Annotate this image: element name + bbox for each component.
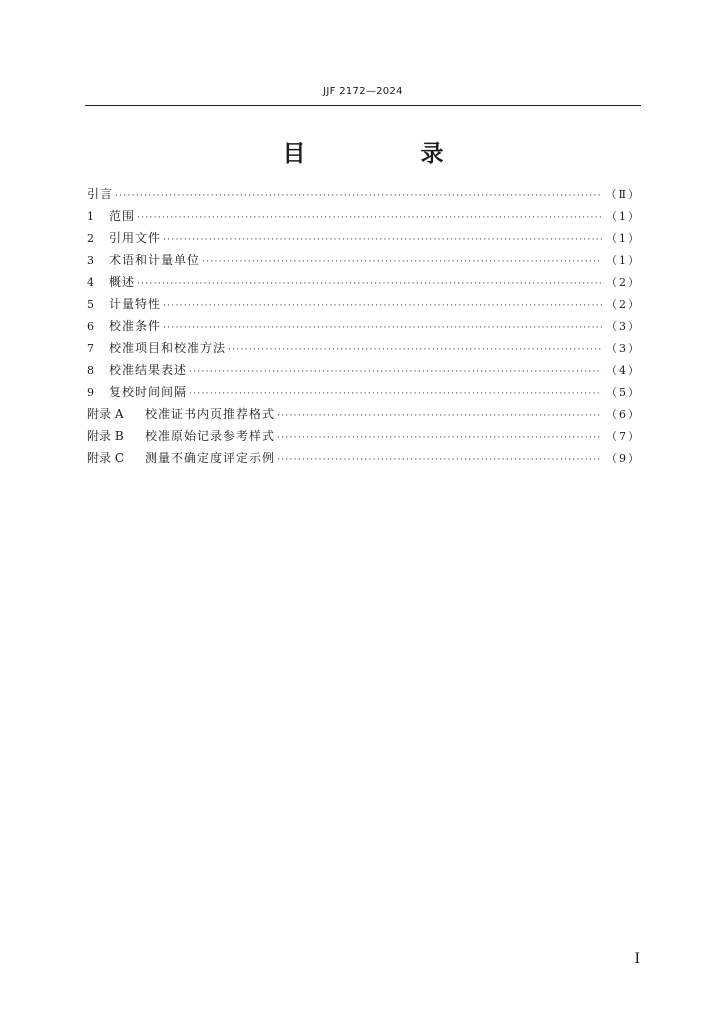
- toc-leader-dots: [189, 383, 602, 405]
- toc-entry-appendix-c[interactable]: [87, 447, 641, 469]
- toc-leader-dots: [163, 295, 602, 317]
- toc-entry-page: （1）: [606, 210, 641, 223]
- toc-entry-label: 术语和计量单位: [109, 253, 201, 267]
- toc-entry-number: 3: [87, 254, 94, 267]
- table-of-contents: [87, 183, 641, 469]
- toc-entry-introduction[interactable]: [87, 183, 641, 205]
- toc-entry-page: （4）: [606, 364, 641, 377]
- toc-leader-dots: [228, 339, 602, 361]
- toc-leader-dots: [137, 207, 602, 229]
- toc-entry-7[interactable]: [87, 337, 641, 359]
- toc-entry-appendix-a[interactable]: [87, 403, 641, 425]
- page-number: I: [634, 951, 640, 967]
- toc-entry-page: （7）: [606, 430, 641, 443]
- toc-entry-page: （6）: [606, 408, 641, 421]
- toc-entry-page: （2）: [606, 276, 641, 289]
- toc-entry-number: 附录 C: [87, 451, 124, 465]
- toc-entry-number: 5: [87, 298, 94, 311]
- toc-entry-number: 附录 A: [87, 407, 124, 421]
- toc-entry-label: 引言: [87, 187, 114, 201]
- toc-entry-number: 7: [87, 342, 94, 355]
- toc-entry-3[interactable]: [87, 249, 641, 271]
- toc-entry-label: 复校时间间隔: [109, 385, 188, 399]
- toc-entry-label: 校准证书内页推荐格式: [145, 407, 276, 421]
- toc-entry-page: （1）: [606, 254, 641, 267]
- toc-entry-number: 4: [87, 276, 94, 289]
- toc-entry-6[interactable]: [87, 315, 641, 337]
- toc-entry-number: 8: [87, 364, 94, 377]
- toc-entry-page: （3）: [606, 320, 641, 333]
- toc-leader-dots: [202, 251, 602, 273]
- toc-entry-number: 2: [87, 232, 94, 245]
- toc-entry-page: （3）: [606, 342, 641, 355]
- toc-entry-8[interactable]: [87, 359, 641, 381]
- toc-entry-2[interactable]: [87, 227, 641, 249]
- toc-leader-dots: [163, 317, 602, 339]
- toc-entry-appendix-b[interactable]: [87, 425, 641, 447]
- toc-leader-dots: [189, 361, 602, 383]
- toc-entry-number: 附录 B: [87, 429, 124, 443]
- toc-entry-4[interactable]: [87, 271, 641, 293]
- toc-entry-page: （Ⅱ）: [605, 188, 641, 201]
- toc-entry-label: 概述: [109, 275, 136, 289]
- toc-entry-page: （1）: [606, 232, 641, 245]
- toc-entry-9[interactable]: [87, 381, 641, 403]
- toc-entry-number: 1: [87, 210, 94, 223]
- toc-leader-dots: [115, 185, 602, 207]
- toc-leader-dots: [277, 427, 602, 449]
- toc-leader-dots: [277, 449, 602, 471]
- toc-entry-5[interactable]: [87, 293, 641, 315]
- toc-entry-label: 校准项目和校准方法: [109, 341, 227, 355]
- toc-entry-label: 范围: [109, 209, 136, 223]
- toc-entry-page: （5）: [606, 386, 641, 399]
- toc-leader-dots: [137, 273, 602, 295]
- toc-leader-dots: [163, 229, 602, 251]
- toc-entry-page: （2）: [606, 298, 641, 311]
- toc-entry-label: 校准原始记录参考样式: [145, 429, 276, 443]
- toc-entry-label: 校准条件: [109, 319, 162, 333]
- toc-leader-dots: [277, 405, 602, 427]
- document-code: JJF 2172—2024: [323, 86, 403, 97]
- toc-entry-page: （9）: [606, 452, 641, 465]
- toc-entry-label: 校准结果表述: [109, 363, 188, 377]
- header-rule: [85, 105, 641, 106]
- toc-entry-label: 引用文件: [109, 231, 162, 245]
- toc-entry-1[interactable]: [87, 205, 641, 227]
- toc-entry-number: 9: [87, 386, 94, 399]
- toc-entry-label: 计量特性: [109, 297, 162, 311]
- toc-entry-number: 6: [87, 320, 94, 333]
- toc-entry-label: 测量不确定度评定示例: [145, 451, 276, 465]
- page-title: 目 录: [282, 141, 490, 167]
